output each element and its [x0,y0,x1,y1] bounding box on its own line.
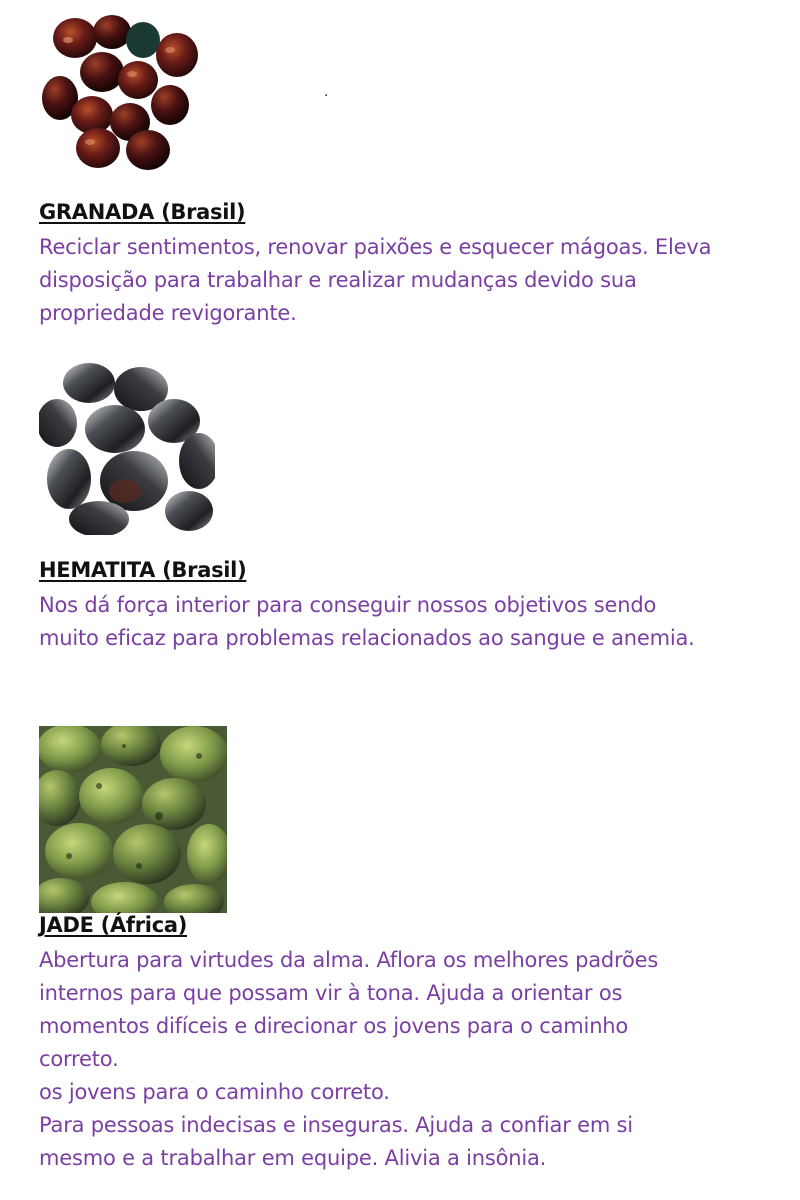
jade-image [39,726,227,913]
garnet-stones-icon [40,10,202,175]
description-line: disposição para trabalhar e realizar mudanças devido sua [39,268,637,292]
description-line: Reciclar sentimentos, renovar paixões e esquecer mágoas. Eleva [39,235,712,259]
description-line: os jovens para o caminho correto. [39,1080,390,1104]
description-line: Abertura para virtudes da alma. Aflora os melhores padrões [39,948,659,972]
granada-description [39,231,769,330]
hematita-title: HEMATITA (Brasil) [39,558,247,582]
description-line: Para pessoas indecisas e inseguras. Ajuda a confiar em si [39,1113,633,1137]
hematite-stones-icon [39,361,215,535]
hematite-image [39,361,215,535]
granada-title: GRANADA (Brasil) [39,200,246,224]
jade-stones-icon [39,726,227,913]
dot-mark: . [324,84,329,100]
description-line: correto. [39,1047,119,1071]
jade-description [39,944,769,1175]
hematita-description [39,589,769,655]
description-line: propriedade revigorante. [39,301,297,325]
description-line: momentos difíceis e direcionar os jovens para o caminho [39,1014,629,1038]
description-line: muito eficaz para problemas relacionados ao sangue e anemia. [39,626,695,650]
description-line: mesmo e a trabalhar em equipe. Alivia a insônia. [39,1146,547,1170]
garnet-image [40,10,202,175]
description-line: Nos dá força interior para conseguir nossos objetivos sendo [39,593,657,617]
jade-title: JADE (África) [39,913,188,937]
description-line: internos para que possam vir à tona. Ajuda a orientar os [39,981,623,1005]
